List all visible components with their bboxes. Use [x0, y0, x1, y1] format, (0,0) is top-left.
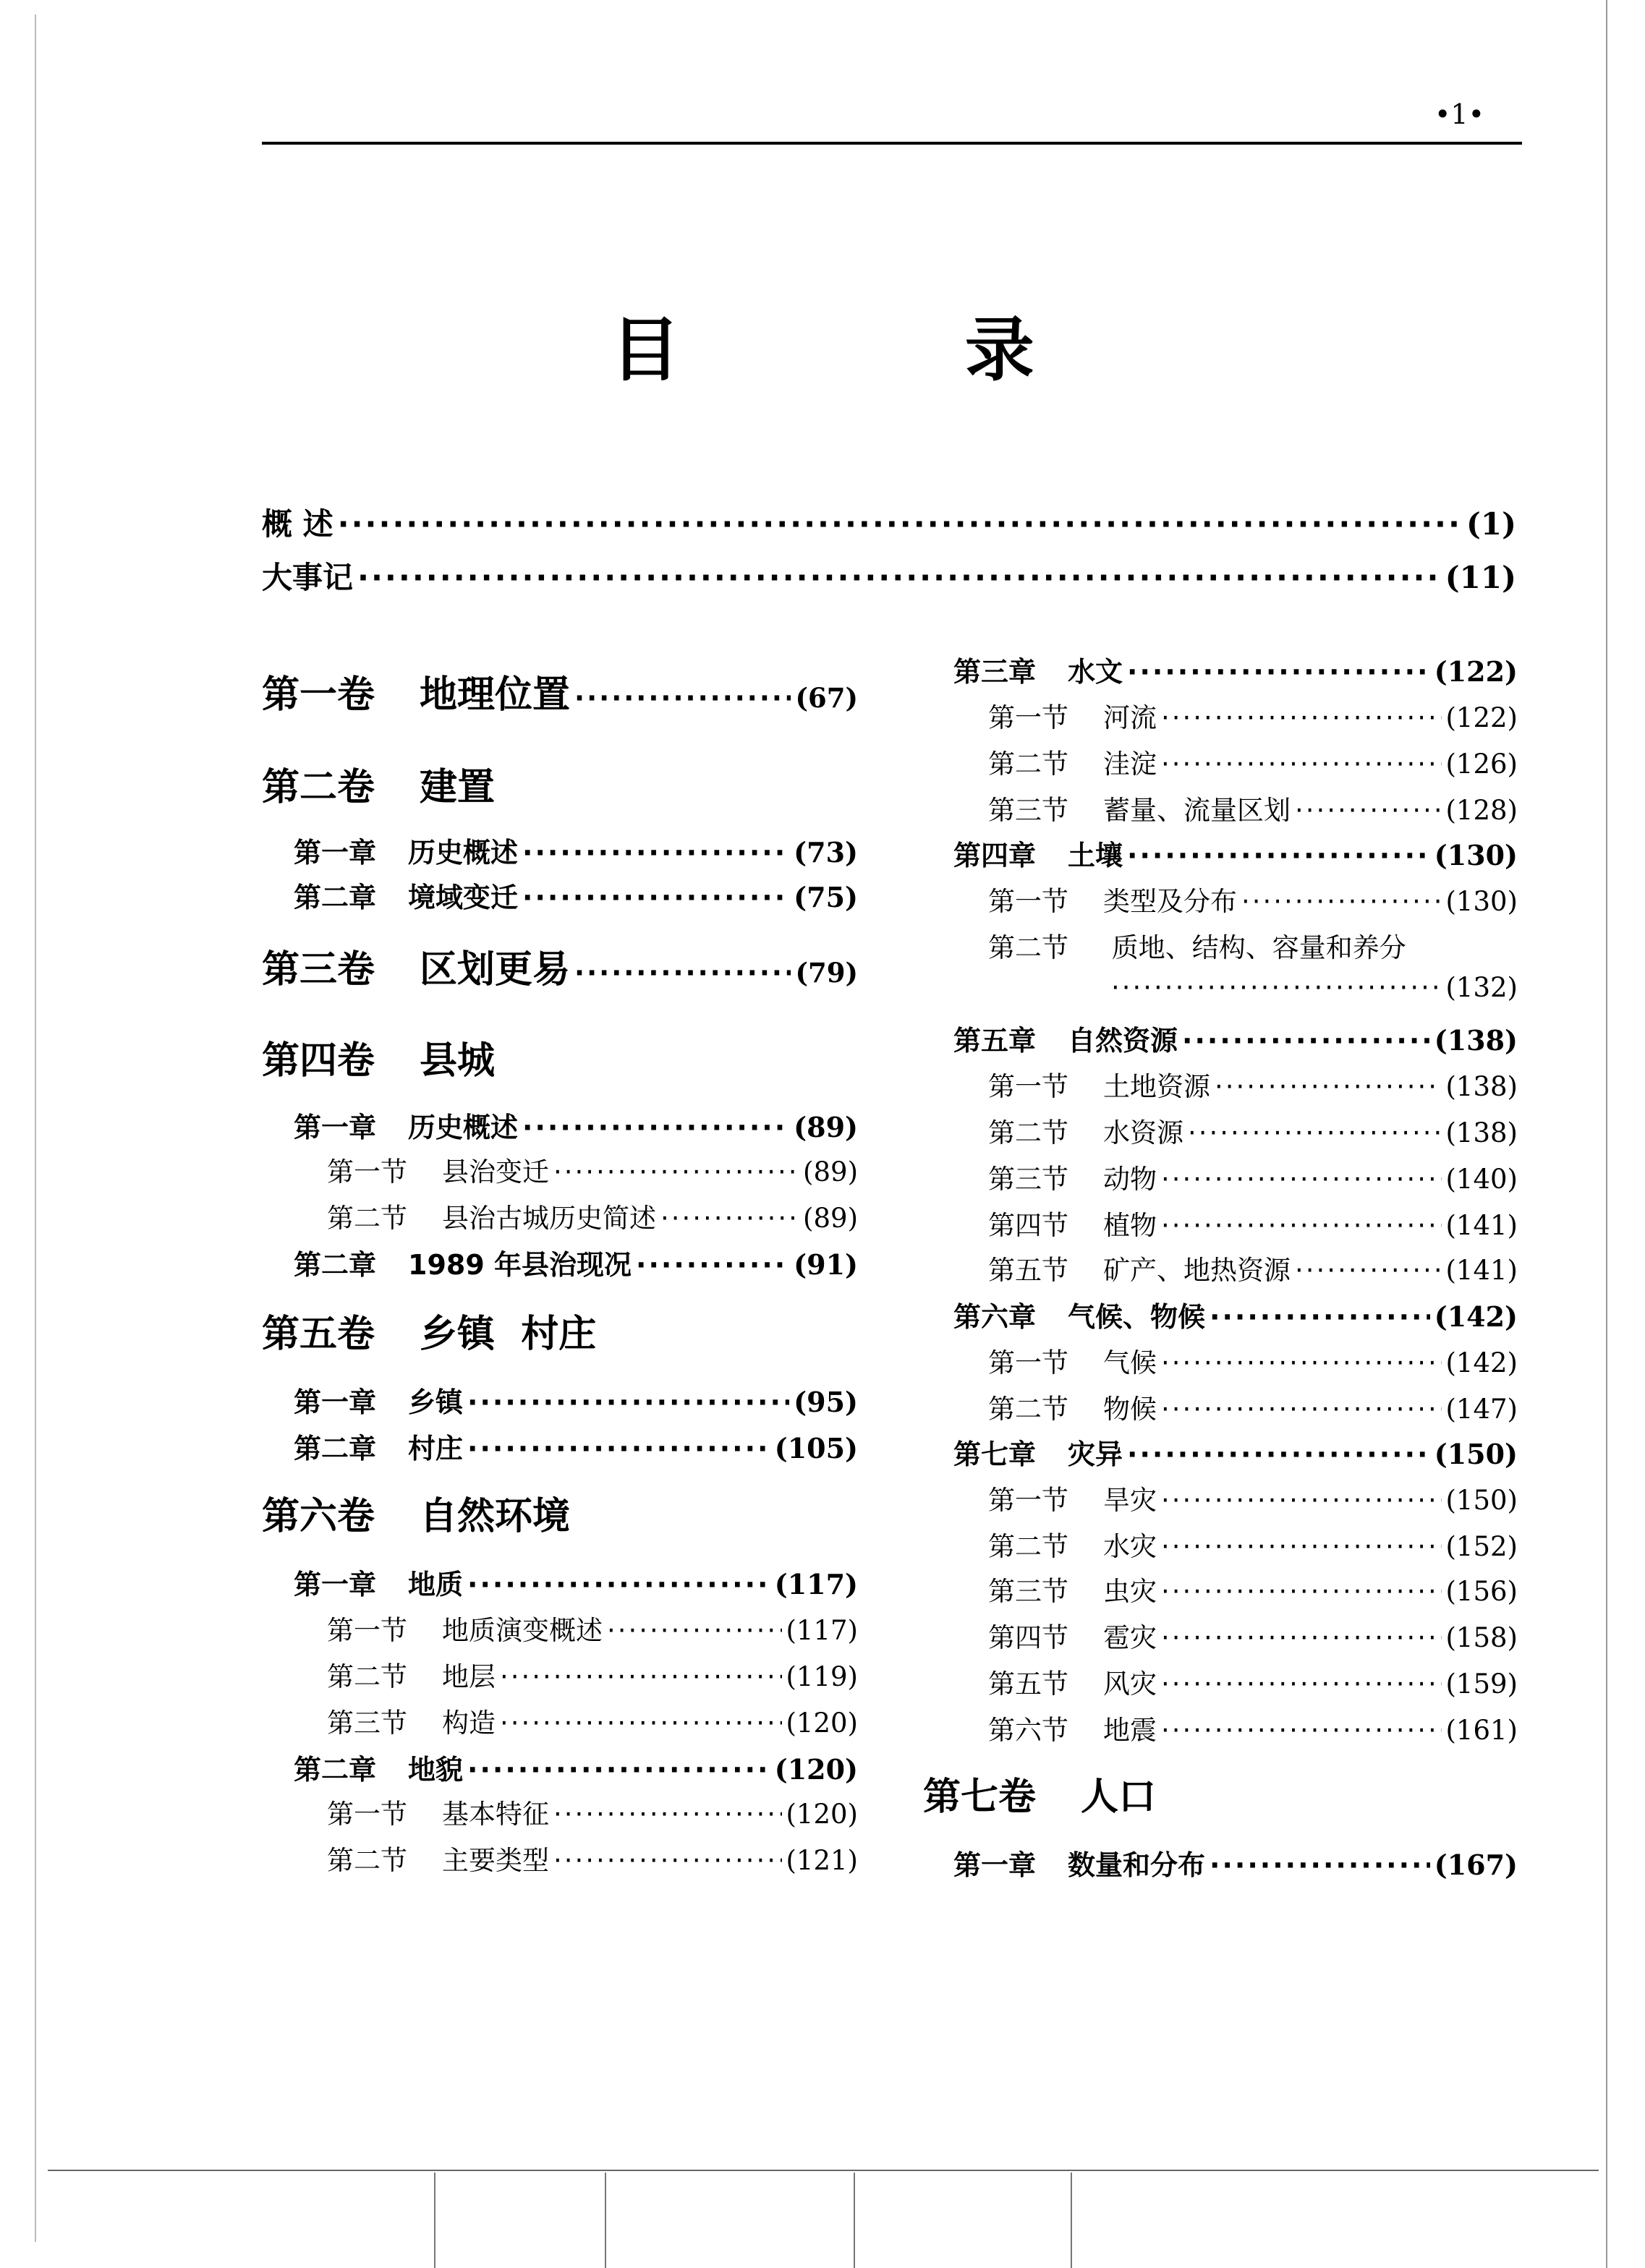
- section-number: 第二节: [988, 1117, 1068, 1148]
- toc-section[interactable]: [988, 1708, 1518, 1747]
- binding-mark: [605, 2173, 606, 2268]
- volume-number: 第五卷: [262, 1313, 375, 1356]
- chapter-number: 第二章: [294, 1433, 377, 1465]
- section-name: 主要类型: [442, 1845, 549, 1876]
- volume-name: 人口: [1081, 1775, 1157, 1819]
- dot-leader: [1161, 1164, 1442, 1195]
- chapter-number: 第四章: [953, 840, 1037, 871]
- entry-page: (11): [1445, 560, 1516, 595]
- chapter-name: 自然资源: [1068, 1025, 1178, 1057]
- chapter-number: 第一章: [294, 1386, 377, 1418]
- dot-leader: [1295, 795, 1442, 826]
- dot-leader: [467, 1386, 789, 1418]
- volume-name: 乡镇 村庄: [420, 1313, 597, 1356]
- toc-volume[interactable]: [262, 1030, 858, 1084]
- dot-leader: [1188, 1117, 1442, 1148]
- section-number: 第二节: [327, 1661, 407, 1692]
- section-name: 水资源: [1103, 1117, 1183, 1148]
- dot-leader: [553, 1845, 782, 1876]
- toc-chapter[interactable]: [294, 1562, 858, 1602]
- dot-leader: [1161, 702, 1442, 733]
- toc-volume[interactable]: [262, 1485, 858, 1540]
- section-number: 第二节: [988, 1394, 1068, 1425]
- chapter-name: 村庄: [408, 1433, 464, 1465]
- entry-page: (121): [786, 1845, 858, 1876]
- toc-entry-overview[interactable]: [262, 500, 1516, 544]
- dot-leader: [1161, 749, 1442, 780]
- section-number: 第四节: [988, 1210, 1068, 1241]
- dot-leader: [574, 683, 791, 714]
- chapter-name: 1989 年县治现况: [408, 1249, 632, 1281]
- scan-edge-line: [1606, 0, 1607, 2268]
- chapter-number: 第一章: [294, 1112, 377, 1143]
- header-rule: [262, 142, 1522, 145]
- dot-leader: [1127, 656, 1430, 688]
- toc-section[interactable]: [988, 1157, 1518, 1196]
- entry-page: (142): [1445, 1347, 1518, 1378]
- dot-leader: [338, 506, 1462, 542]
- section-name: 雹灾: [1103, 1622, 1157, 1653]
- entry-page: (89): [803, 1203, 858, 1234]
- dot-leader: [1161, 1531, 1442, 1562]
- toc-volume[interactable]: [262, 1303, 858, 1357]
- toc-chapter[interactable]: [294, 1105, 858, 1145]
- section-name: 蓄量、流量区划: [1103, 795, 1291, 826]
- toc-section[interactable]: [327, 1150, 858, 1189]
- toc-chapter[interactable]: [294, 1747, 858, 1787]
- entry-page: (132): [1445, 972, 1518, 1003]
- dot-leader: [1161, 1715, 1442, 1746]
- section-number: 第一节: [988, 1071, 1068, 1102]
- entry-page: (150): [1434, 1438, 1518, 1470]
- dot-leader: [1127, 1438, 1430, 1470]
- chapter-number: 第二章: [294, 882, 377, 913]
- chapter-name: 地貌: [408, 1754, 464, 1786]
- chapter-name: 土壤: [1068, 840, 1123, 871]
- section-number: 第二节: [988, 932, 1068, 963]
- section-number: 第五节: [988, 1668, 1068, 1700]
- section-number: 第二节: [988, 749, 1068, 780]
- volume-number: 第一卷: [262, 673, 375, 717]
- entry-page: (120): [786, 1799, 858, 1830]
- toc-volume[interactable]: [262, 756, 858, 811]
- section-name: 旱灾: [1103, 1485, 1157, 1516]
- toc-entry-chronicle[interactable]: [262, 554, 1516, 597]
- section-name: 动物: [1103, 1164, 1157, 1195]
- toc-section[interactable]: [988, 1341, 1518, 1380]
- entry-page: (126): [1445, 749, 1518, 780]
- entry-page: (89): [794, 1111, 858, 1143]
- toc-chapter[interactable]: [953, 1843, 1518, 1883]
- section-name: 洼淀: [1103, 749, 1157, 780]
- volume-number: 第四卷: [262, 1039, 375, 1083]
- toc-section[interactable]: [988, 788, 1518, 827]
- dot-leader: [1161, 1210, 1442, 1241]
- toc-chapter[interactable]: [953, 1432, 1518, 1472]
- toc-section[interactable]: [988, 879, 1518, 918]
- entry-page: (120): [786, 1708, 858, 1739]
- section-number: 第二节: [327, 1203, 407, 1234]
- section-number: 第一节: [988, 1347, 1068, 1378]
- toc-chapter[interactable]: [953, 833, 1518, 873]
- section-name: 物候: [1103, 1394, 1157, 1425]
- volume-name: 建置: [420, 766, 496, 809]
- section-number: 第三节: [327, 1708, 407, 1739]
- entry-page: (89): [803, 1156, 858, 1188]
- entry-page: (142): [1434, 1300, 1518, 1333]
- volume-number: 第二卷: [262, 766, 375, 809]
- volume-number: 第七卷: [923, 1775, 1037, 1819]
- entry-page: (167): [1434, 1849, 1518, 1881]
- entry-page: (161): [1445, 1715, 1518, 1746]
- section-number: 第一节: [327, 1799, 407, 1830]
- section-number: 第三节: [988, 1576, 1068, 1607]
- toc-volume[interactable]: [262, 939, 858, 993]
- section-number: 第一节: [988, 886, 1068, 917]
- chapter-name: 灾异: [1068, 1438, 1123, 1470]
- chapter-name: 历史概述: [408, 837, 519, 869]
- toc-section[interactable]: [988, 1569, 1518, 1608]
- entry-page: (91): [794, 1248, 858, 1281]
- dot-leader: [1182, 1025, 1430, 1057]
- entry-page: (159): [1445, 1668, 1518, 1700]
- dot-leader: [1161, 1347, 1442, 1378]
- section-name: 质地、结构、容量和养分: [1111, 932, 1406, 963]
- volume-name: 地理位置: [420, 673, 571, 717]
- dot-leader: [636, 1249, 789, 1281]
- entry-page: (141): [1445, 1255, 1518, 1286]
- chapter-number: 第一章: [294, 837, 377, 869]
- section-number: 第三节: [988, 795, 1068, 826]
- entry-page: (152): [1445, 1531, 1518, 1562]
- section-number: 第二节: [988, 1531, 1068, 1562]
- section-name: 气候: [1103, 1347, 1157, 1378]
- chapter-name: 气候、物候: [1068, 1301, 1206, 1333]
- scan-bottom-line: [48, 2170, 1599, 2171]
- section-name: 基本特征: [442, 1799, 549, 1830]
- toc-volume[interactable]: [923, 1766, 1518, 1820]
- dot-leader: [1111, 972, 1442, 1003]
- section-name: 土地资源: [1103, 1071, 1210, 1102]
- entry-label: 大事记: [262, 560, 354, 595]
- dot-leader: [1161, 1622, 1442, 1653]
- toc-chapter[interactable]: [294, 1426, 858, 1466]
- section-number: 第六节: [988, 1715, 1068, 1746]
- entry-page: (130): [1434, 839, 1518, 871]
- toc-section[interactable]: [988, 696, 1518, 735]
- chapter-number: 第一章: [953, 1849, 1037, 1881]
- section-name: 矿产、地热资源: [1103, 1255, 1291, 1286]
- entry-page: (138): [1445, 1071, 1518, 1102]
- section-name: 地层: [442, 1661, 496, 1692]
- toc-section[interactable]: [988, 742, 1518, 781]
- section-name: 水灾: [1103, 1531, 1157, 1562]
- dot-leader: [522, 837, 789, 869]
- dot-leader: [522, 1112, 789, 1143]
- chapter-number: 第六章: [953, 1301, 1037, 1333]
- section-name: 风灾: [1103, 1668, 1157, 1700]
- chapter-name: 境域变迁: [408, 882, 519, 913]
- dot-leader: [522, 882, 789, 913]
- dot-leader: [1161, 1485, 1442, 1516]
- chapter-name: 乡镇: [408, 1386, 464, 1418]
- toc-chapter[interactable]: [953, 1018, 1518, 1058]
- dot-leader: [467, 1433, 770, 1465]
- entry-page: (128): [1445, 795, 1518, 826]
- toc-chapter[interactable]: [953, 649, 1518, 689]
- section-name: 县治古城历史简述: [442, 1203, 656, 1234]
- chapter-name: 水文: [1068, 656, 1123, 688]
- toc-section[interactable]: [988, 926, 1406, 965]
- chapter-number: 第三章: [953, 656, 1037, 688]
- entry-page: (119): [786, 1661, 858, 1692]
- entry-page: (117): [774, 1568, 858, 1600]
- entry-label: 概 述: [262, 506, 333, 542]
- chapter-name: 地质: [408, 1569, 464, 1600]
- toc-section[interactable]: [327, 1655, 858, 1694]
- volume-number: 第三卷: [262, 948, 375, 992]
- chapter-number: 第二章: [294, 1249, 377, 1281]
- dot-leader: [1215, 1071, 1442, 1102]
- toc-section[interactable]: [988, 1111, 1518, 1150]
- volume-name: 县城: [420, 1039, 496, 1083]
- section-number: 第一节: [327, 1615, 407, 1646]
- dot-leader: [357, 560, 1441, 595]
- chapter-name: 数量和分布: [1068, 1849, 1206, 1881]
- dot-leader: [1210, 1301, 1430, 1333]
- section-number: 第二节: [327, 1845, 407, 1876]
- dot-leader: [467, 1754, 770, 1786]
- entry-page: (140): [1445, 1164, 1518, 1195]
- entry-page: (141): [1445, 1210, 1518, 1241]
- entry-page: (122): [1445, 702, 1518, 733]
- volume-number: 第六卷: [262, 1495, 375, 1538]
- toc-chapter[interactable]: [294, 1380, 858, 1420]
- section-name: 虫灾: [1103, 1576, 1157, 1607]
- toc-chapter[interactable]: [294, 875, 858, 915]
- toc-chapter[interactable]: [294, 830, 858, 870]
- entry-page: (1): [1466, 506, 1516, 542]
- dot-leader: [1127, 840, 1430, 871]
- entry-page: (73): [794, 836, 858, 869]
- dot-leader: [1161, 1576, 1442, 1607]
- toc-section[interactable]: [327, 1608, 858, 1647]
- toc-section[interactable]: [988, 1203, 1518, 1242]
- entry-page: (150): [1445, 1485, 1518, 1516]
- volume-name: 区划更易: [420, 948, 571, 992]
- dot-leader: [553, 1799, 782, 1830]
- page-number: •1•: [1434, 98, 1484, 130]
- entry-page: (122): [1434, 655, 1518, 688]
- toc-section[interactable]: [988, 1478, 1518, 1517]
- dot-leader: [1161, 1394, 1442, 1425]
- section-name: 地质演变概述: [442, 1615, 603, 1646]
- dot-leader: [500, 1661, 782, 1692]
- chapter-name: 历史概述: [408, 1112, 519, 1143]
- section-name: 构造: [442, 1708, 496, 1739]
- section-name: 植物: [1103, 1210, 1157, 1241]
- chapter-number: 第七章: [953, 1438, 1037, 1470]
- dot-leader: [660, 1203, 799, 1234]
- binding-mark: [434, 2173, 435, 2268]
- entry-page: (105): [774, 1432, 858, 1465]
- section-name: 县治变迁: [442, 1156, 549, 1188]
- volume-name: 自然环境: [420, 1495, 571, 1538]
- entry-page: (158): [1445, 1622, 1518, 1653]
- dot-leader: [574, 958, 791, 989]
- toc-section[interactable]: [327, 1838, 858, 1877]
- binding-mark: [854, 2173, 855, 2268]
- toc-section[interactable]: [327, 1792, 858, 1831]
- entry-page: (138): [1434, 1024, 1518, 1057]
- toc-section[interactable]: [988, 1387, 1518, 1426]
- section-number: 第一节: [327, 1156, 407, 1188]
- toc-section[interactable]: [988, 1662, 1518, 1701]
- entry-page: (79): [795, 957, 858, 989]
- binding-mark: [1071, 2173, 1072, 2268]
- scan-edge-line: [35, 14, 36, 2242]
- section-name: 地震: [1103, 1715, 1157, 1746]
- section-name: 类型及分布: [1103, 886, 1237, 917]
- toc-section[interactable]: [988, 1525, 1518, 1564]
- toc-section[interactable]: [327, 1701, 858, 1740]
- section-number: 第一节: [988, 702, 1068, 733]
- section-number: 第四节: [988, 1622, 1068, 1653]
- section-number: 第三节: [988, 1164, 1068, 1195]
- entry-page: (130): [1445, 886, 1518, 917]
- page-title: 目 录: [611, 310, 1165, 391]
- dot-leader: [500, 1708, 782, 1739]
- section-number: 第一节: [988, 1485, 1068, 1516]
- entry-page: (138): [1445, 1117, 1518, 1148]
- entry-page: (67): [795, 682, 858, 714]
- toc-chapter[interactable]: [294, 1242, 858, 1282]
- toc-section-continued[interactable]: [1111, 972, 1518, 1003]
- toc-section[interactable]: [327, 1196, 858, 1235]
- chapter-number: 第一章: [294, 1569, 377, 1600]
- dot-leader: [1210, 1849, 1430, 1881]
- section-name: 河流: [1103, 702, 1157, 733]
- entry-page: (147): [1445, 1394, 1518, 1425]
- entry-page: (117): [786, 1615, 858, 1646]
- dot-leader: [1241, 886, 1442, 917]
- entry-page: (120): [774, 1753, 858, 1786]
- section-number: 第五节: [988, 1255, 1068, 1286]
- toc-section[interactable]: [988, 1616, 1518, 1655]
- dot-leader: [553, 1156, 799, 1188]
- toc-volume[interactable]: [262, 664, 858, 718]
- chapter-number: 第二章: [294, 1754, 377, 1786]
- entry-page: (156): [1445, 1576, 1518, 1607]
- entry-page: (75): [794, 881, 858, 913]
- dot-leader: [1161, 1668, 1442, 1700]
- entry-page: (95): [794, 1386, 858, 1418]
- toc-chapter[interactable]: [953, 1295, 1518, 1334]
- dot-leader: [607, 1615, 782, 1646]
- chapter-number: 第五章: [953, 1025, 1037, 1057]
- toc-section[interactable]: [988, 1065, 1518, 1104]
- toc-section[interactable]: [988, 1248, 1518, 1287]
- dot-leader: [1295, 1255, 1442, 1286]
- dot-leader: [467, 1569, 770, 1600]
